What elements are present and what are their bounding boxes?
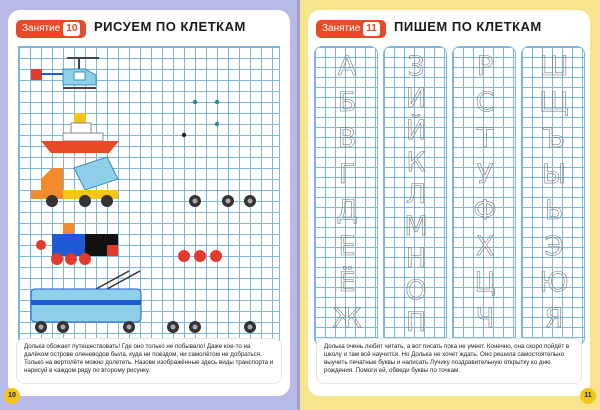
right-header xyxy=(316,18,582,40)
instruction-text-left: Долька обожает путешествовать! Где оно только не побывало! Даже кое-то на далёком острове оленеводов была, куда ни поездом, ни самолётом не добраться. Только на вертолёте можно долететь. Назови изображённые здесь виды транспорта и нарисуй в каждом ряду по второму рисунку. xyxy=(16,338,282,384)
trace-letter: З xyxy=(407,51,425,82)
trace-letter: Ь xyxy=(544,195,564,226)
train-drawing xyxy=(36,223,118,265)
lesson-number: 10 xyxy=(63,22,80,36)
right-sheet xyxy=(308,10,590,396)
page-number-left: 10 xyxy=(4,388,20,404)
hint-dot xyxy=(215,122,219,126)
trace-letter: И xyxy=(405,83,427,114)
trolleybus-drawing xyxy=(31,271,141,333)
trace-letter: Б xyxy=(337,87,357,118)
page-title-left: РИСУЕМ ПО КЛЕТКАМ xyxy=(94,19,246,34)
trace-letter: Й xyxy=(405,115,427,146)
hint-dot xyxy=(182,133,186,137)
lesson-number: 11 xyxy=(363,22,380,36)
trace-letter: У xyxy=(476,159,494,190)
right-page xyxy=(300,0,600,410)
trace-letter: Ц xyxy=(474,267,496,298)
trace-letter: Ы xyxy=(542,159,566,190)
trace-letter: Т xyxy=(476,123,494,154)
trace-letter: П xyxy=(405,307,427,338)
trace-letter: Ё xyxy=(338,267,356,298)
letter-column-2[interactable] xyxy=(383,46,447,346)
trace-letter: Щ xyxy=(539,87,569,118)
trace-letter: Ю xyxy=(539,267,569,298)
trace-letter: Э xyxy=(544,231,564,262)
ship-drawing xyxy=(41,113,119,153)
trace-letter: В xyxy=(337,123,357,154)
lesson-label: Занятие xyxy=(322,23,361,34)
trolleybus-hint-wheels xyxy=(167,321,256,333)
trace-letter: Ш xyxy=(539,51,569,82)
trace-letter: Р xyxy=(476,51,494,82)
page-title-right: ПИШЕМ ПО КЛЕТКАМ xyxy=(394,19,542,34)
trace-letter: Я xyxy=(544,303,564,334)
left-header xyxy=(16,18,282,40)
left-sheet xyxy=(8,10,290,396)
trace-letter: Ъ xyxy=(542,123,566,154)
truck-drawing xyxy=(31,157,118,207)
hint-dot xyxy=(215,100,219,104)
lesson-badge-right xyxy=(316,20,386,38)
trace-letter: Е xyxy=(338,231,356,262)
instruction-text-right: Долька очень любит читать, а вот писать пока не умеет. Конечно, она скоро пойдёт в школу и там всё научится. Но Долька не хочет ждать. Оно решила самостоятельно выучить печатные буквы и написать Лучику поздравительную открытку ко дню рождения. Помоги ей, обведи буквы по точкам. xyxy=(316,338,582,384)
trace-letter: Ж xyxy=(332,303,362,334)
trace-letter: Г xyxy=(338,159,356,190)
letter-column-3[interactable] xyxy=(452,46,516,346)
train-hint-wheels xyxy=(178,250,222,262)
trace-letter: С xyxy=(475,87,495,118)
drawing-grid[interactable] xyxy=(18,46,280,342)
transport-drawings xyxy=(19,47,281,343)
lesson-label: Занятие xyxy=(22,23,61,34)
hint-dot xyxy=(193,100,197,104)
page-number-right: 11 xyxy=(580,388,596,404)
trace-letter: Л xyxy=(405,179,427,210)
letter-column-4[interactable] xyxy=(521,46,585,346)
trace-letter: Д xyxy=(336,195,358,226)
truck-hint-wheels xyxy=(189,195,256,207)
trace-letter: О xyxy=(405,275,427,306)
trace-letter: Х xyxy=(475,231,495,262)
trace-letter: М xyxy=(404,211,428,242)
trace-letter: А xyxy=(337,51,357,82)
lesson-badge-left xyxy=(16,20,86,38)
trace-letter: Ф xyxy=(473,195,497,226)
trace-letter: Ч xyxy=(475,303,495,334)
trace-letter: К xyxy=(406,147,426,178)
helicopter-drawing xyxy=(31,58,99,88)
trace-letter: Н xyxy=(405,243,427,274)
letter-column-1[interactable] xyxy=(314,46,378,346)
